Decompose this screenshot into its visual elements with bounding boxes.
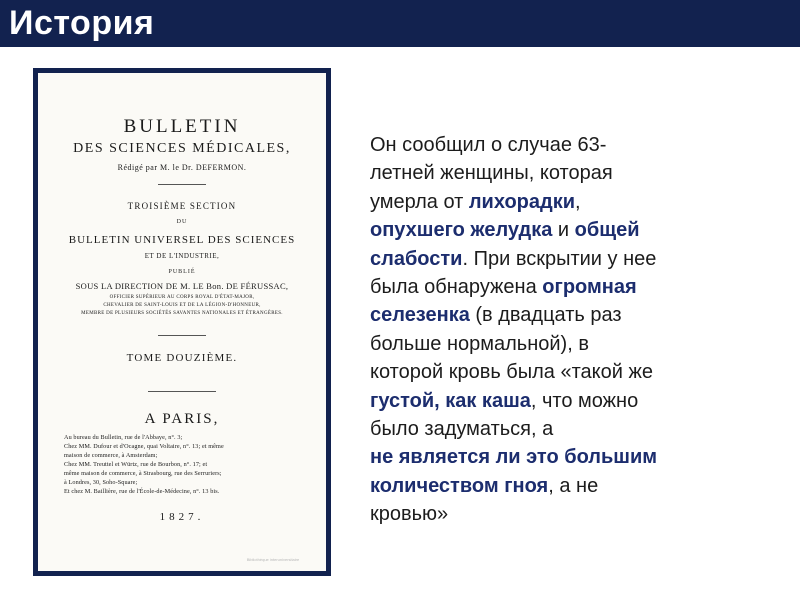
text-line [370, 500, 780, 528]
doc-direction: SOUS LA DIRECTION DE M. LE Bon. DE FÉRUSSAC, [75, 281, 289, 291]
text-segment: , [575, 190, 581, 213]
doc-address-line: même maison de commerce, à Strasbourg, rue des Serruriers; [64, 470, 222, 477]
text-segment: (в двадцать раз [469, 304, 622, 327]
text-line [370, 216, 780, 244]
doc-title: BULLETIN [123, 116, 241, 137]
text-segment: было задуматься, а [370, 417, 554, 440]
doc-industrie: ET DE L'INDUSTRIE, [144, 252, 220, 260]
doc-address-line: Au bureau du Bulletin, rue de l'Abbaye, n°. 3; [64, 434, 183, 441]
text-segment: , что можно [530, 389, 639, 412]
text-segment: Он сообщил о случае 63- [370, 134, 607, 156]
highlighted-text: густой, как каша [370, 389, 531, 412]
doc-divider [158, 335, 206, 336]
doc-section: TROISIÈME SECTION [127, 201, 237, 211]
doc-divider [148, 391, 216, 392]
text-line [370, 472, 780, 500]
text-line [370, 188, 780, 216]
text-line [370, 443, 780, 471]
text-segment: больше нормальной), в [370, 332, 589, 355]
doc-year: 1827. [159, 511, 205, 523]
text-line [370, 245, 780, 273]
text-line [370, 330, 780, 358]
doc-editor: Rédigé par M. le Dr. DEFERMON. [117, 163, 247, 172]
doc-address-line: Chez MM. Treuttel et Würtz, rue de Bourbon, n°. 17; et [64, 461, 208, 468]
highlighted-text: количеством гноя [370, 474, 549, 497]
doc-credentials-3: MEMBRE DE PLUSIEURS SOCIÉTÉS SAVANTES NATIONALES ET ÉTRANGÈRES. [81, 311, 283, 316]
document-image-frame [33, 68, 331, 576]
text-segment: . При вскрытии у нее [462, 247, 657, 270]
text-segment: которой кровь была «такой же [370, 361, 653, 384]
doc-universel: BULLETIN UNIVERSEL DES SCIENCES [68, 234, 296, 246]
text-line [370, 159, 780, 187]
highlighted-text: не является ли это большим [370, 446, 658, 469]
text-line [370, 358, 780, 386]
text-segment: и [552, 219, 575, 242]
slide-title: История [9, 4, 155, 42]
title-bar [0, 0, 800, 47]
doc-publie: PUBLIÉ [168, 269, 196, 275]
highlighted-text: общей [574, 219, 640, 242]
highlighted-text: слабости [370, 247, 463, 270]
doc-address-line: Chez MM. Dufour et d'Ocagne, quai Voltaire, n°. 13; et même [64, 443, 224, 450]
doc-address-line: Et chez M. Baillière, rue de l'École-de-Médecine, n°. 13 bis. [64, 488, 220, 495]
doc-credentials-1: OFFICIER SUPÉRIEUR AU CORPS ROYAL D'ÉTAT-MAJOR, [109, 295, 255, 300]
doc-tome: TOME DOUZIÈME. [126, 352, 238, 364]
text-segment: была обнаружена [370, 275, 543, 298]
body-paragraph [370, 131, 780, 528]
doc-divider [158, 184, 206, 185]
doc-subtitle: DES SCIENCES MÉDICALES, [73, 141, 291, 156]
text-line [370, 273, 780, 301]
highlighted-text: лихорадки [468, 190, 576, 213]
highlighted-text: огромная [542, 275, 637, 298]
text-segment: кровью» [370, 503, 449, 526]
doc-credentials-2: CHEVALIER DE SAINT-LOUIS ET DE LA LÉGION-D'HONNEUR, [103, 303, 261, 308]
text-line [370, 415, 780, 443]
text-segment: летней женщины, которая [370, 162, 613, 185]
document-scan [38, 73, 326, 571]
doc-du: DU [176, 219, 188, 225]
highlighted-text: селезенка [370, 304, 470, 327]
text-line [370, 131, 780, 159]
highlighted-text: опухшего желудка [370, 219, 553, 242]
doc-address-line: à Londres, 30, Soho-Square; [64, 479, 138, 486]
text-line [370, 387, 780, 415]
text-line [370, 301, 780, 329]
text-segment: умерла от [370, 190, 469, 213]
doc-watermark: Bibliothèque interuniversitaire [246, 557, 300, 562]
doc-place: A PARIS, [144, 411, 220, 427]
doc-address-line: maison de commerce, à Amsterdam; [64, 452, 158, 459]
text-segment: , а не [548, 474, 599, 497]
